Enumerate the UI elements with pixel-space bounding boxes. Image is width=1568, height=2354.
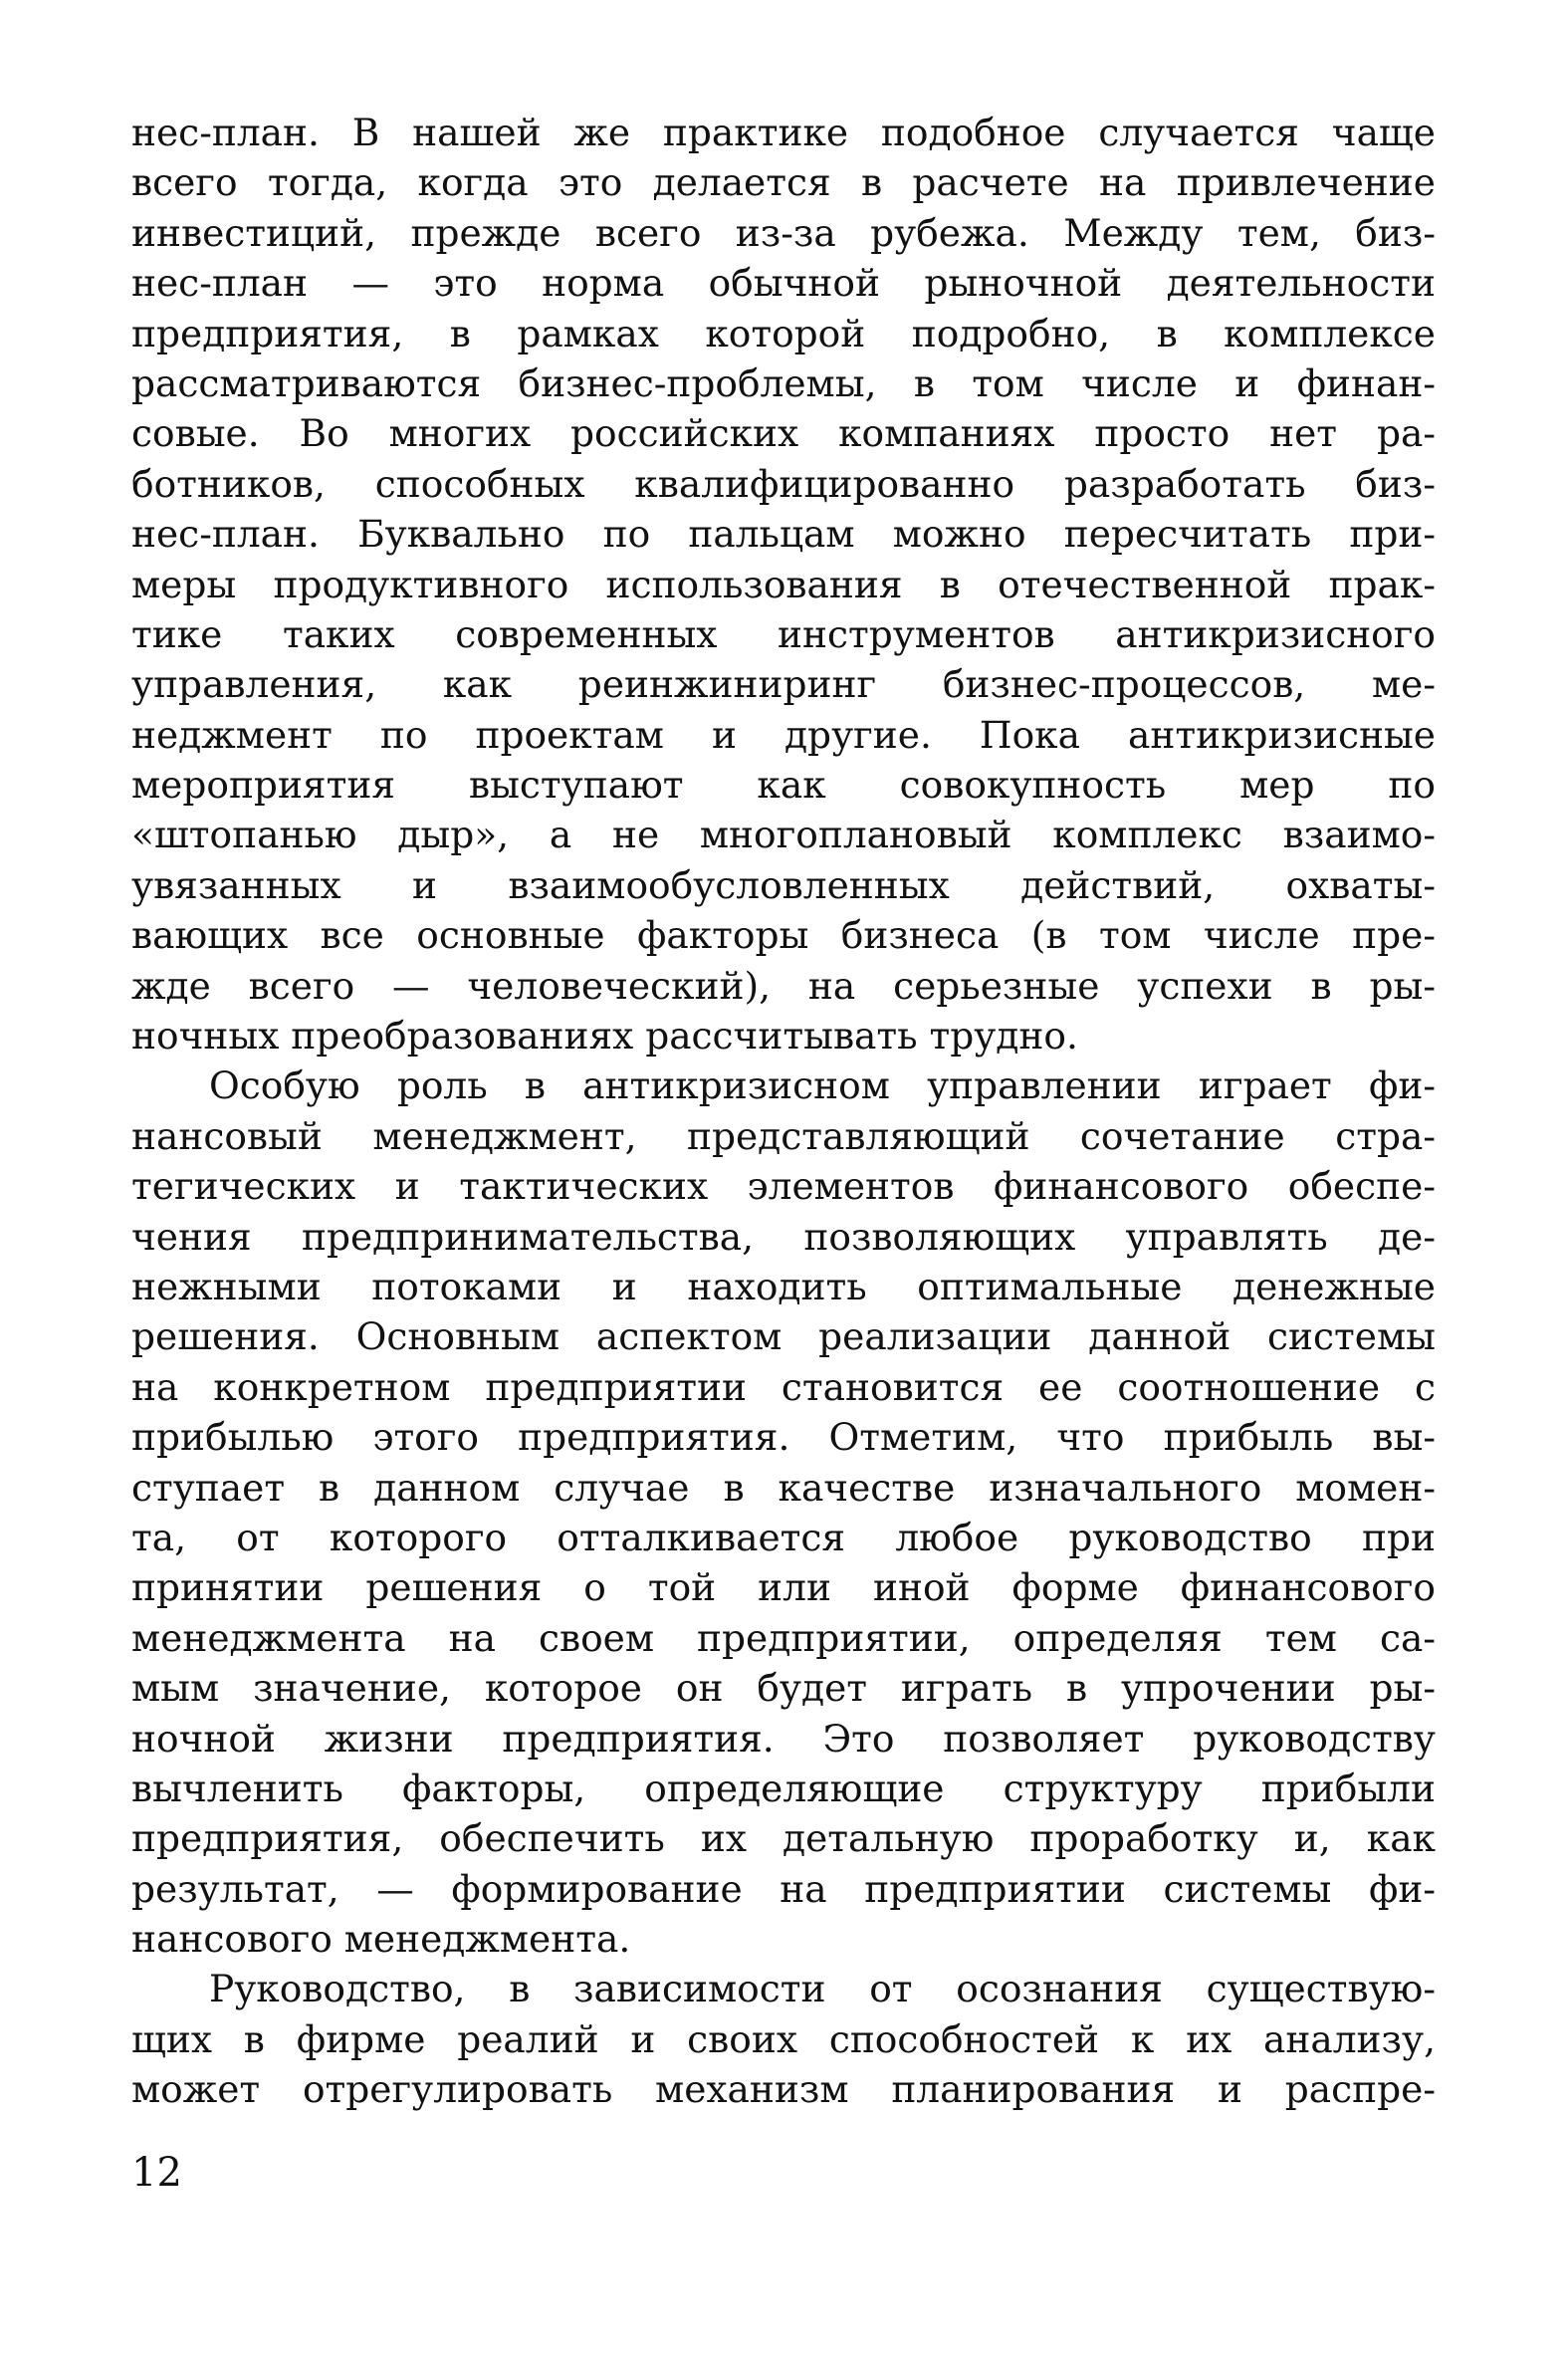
text-line: совые. Во многих российских компаниях просто нет ра-	[131, 411, 1436, 456]
text-line: всего тогда, когда это делается в расчете на привлечение	[131, 160, 1436, 205]
text-line: предприятия, обеспечить их детальную проработку и, как	[131, 1816, 1436, 1861]
text-line: инвестиций, прежде всего из-за рубежа. Между тем, биз-	[131, 210, 1436, 255]
text-line: вычленить факторы, определяющие структуру прибыли	[131, 1766, 1436, 1810]
text-line: меры продуктивного использования в отечественной прак-	[131, 562, 1436, 606]
text-line: жде всего — человеческий), на серьезные успехи в ры-	[131, 963, 1436, 1008]
text-line: тегических и тактических элементов финансового обеспе-	[131, 1164, 1436, 1209]
text-line: Особую роль в антикризисном управлении играет фи-	[209, 1063, 1436, 1108]
text-line: увязанных и взаимообусловленных действий, охваты-	[131, 862, 1436, 907]
text-line: нежными потоками и находить оптимальные денежные	[131, 1264, 1436, 1308]
text-line: ночных преобразованиях рассчитывать трудно.	[131, 1014, 1078, 1059]
text-line: вающих все основные факторы бизнеса (в том числе пре-	[131, 913, 1436, 958]
text-line: нансового менеджмента.	[131, 1917, 631, 1962]
text-line: чения предпринимательства, позволяющих управлять де-	[131, 1214, 1436, 1259]
page-number: 12	[131, 2150, 182, 2196]
text-line: управления, как реинжиниринг бизнес-процессов, ме-	[131, 662, 1436, 707]
text-line: мероприятия выступают как совокупность мер по	[131, 763, 1436, 808]
text-line: ступает в данном случае в качестве изначального момен-	[131, 1465, 1436, 1510]
text-line: предприятия, в рамках которой подробно, в комплексе	[131, 311, 1436, 355]
text-line: на конкретном предприятии становится ее соотношение с	[131, 1364, 1436, 1409]
text-line: мым значение, которое он будет играть в упрочении ры-	[131, 1666, 1436, 1711]
text-line: принятии решения о той или иной форме финансового	[131, 1565, 1436, 1610]
text-line: нансовый менеджмент, представляющий сочетание стра-	[131, 1113, 1436, 1158]
text-line: тике таких современных инструментов антикризисного	[131, 611, 1436, 656]
text-line: неджмент по проектам и другие. Пока антикризисные	[131, 712, 1436, 757]
text-line: нес-план — это норма обычной рыночной деятельности	[131, 261, 1436, 306]
paragraph	[131, 1964, 1436, 2114]
paragraph	[131, 1060, 1436, 1964]
text-line: ночной жизни предприятия. Это позволяет руководству	[131, 1716, 1436, 1761]
text-line: результат, — формирование на предприятии системы фи-	[131, 1866, 1436, 1911]
text-line: рассматриваются бизнес-проблемы, в том числе и финан-	[131, 360, 1436, 405]
text-line: щих в фирме реалий и своих способностей к их анализу,	[131, 2016, 1436, 2061]
text-line: может отрегулировать механизм планирования и распре-	[131, 2067, 1436, 2112]
text-line: Руководство, в зависимости от осознания существую-	[209, 1967, 1436, 2011]
text-line: «штопанью дыр», а не многоплановый комплекс взаимо-	[131, 813, 1436, 857]
text-line: решения. Основным аспектом реализации данной системы	[131, 1314, 1436, 1359]
text-line: менеджмента на своем предприятии, определяя тем са-	[131, 1615, 1436, 1660]
text-line: та, от которого отталкивается любое руководство при	[131, 1515, 1436, 1559]
text-line: ботников, способных квалифицированно разработать биз-	[131, 461, 1436, 506]
body-text	[131, 108, 1436, 2115]
text-line: нес-план. В нашей же практике подобное случается чаще	[131, 111, 1436, 154]
text-line: нес-план. Буквально по пальцам можно пересчитать при-	[131, 512, 1436, 557]
paragraph	[131, 108, 1436, 1060]
text-line: прибылью этого предприятия. Отметим, что прибыль вы-	[131, 1415, 1436, 1460]
